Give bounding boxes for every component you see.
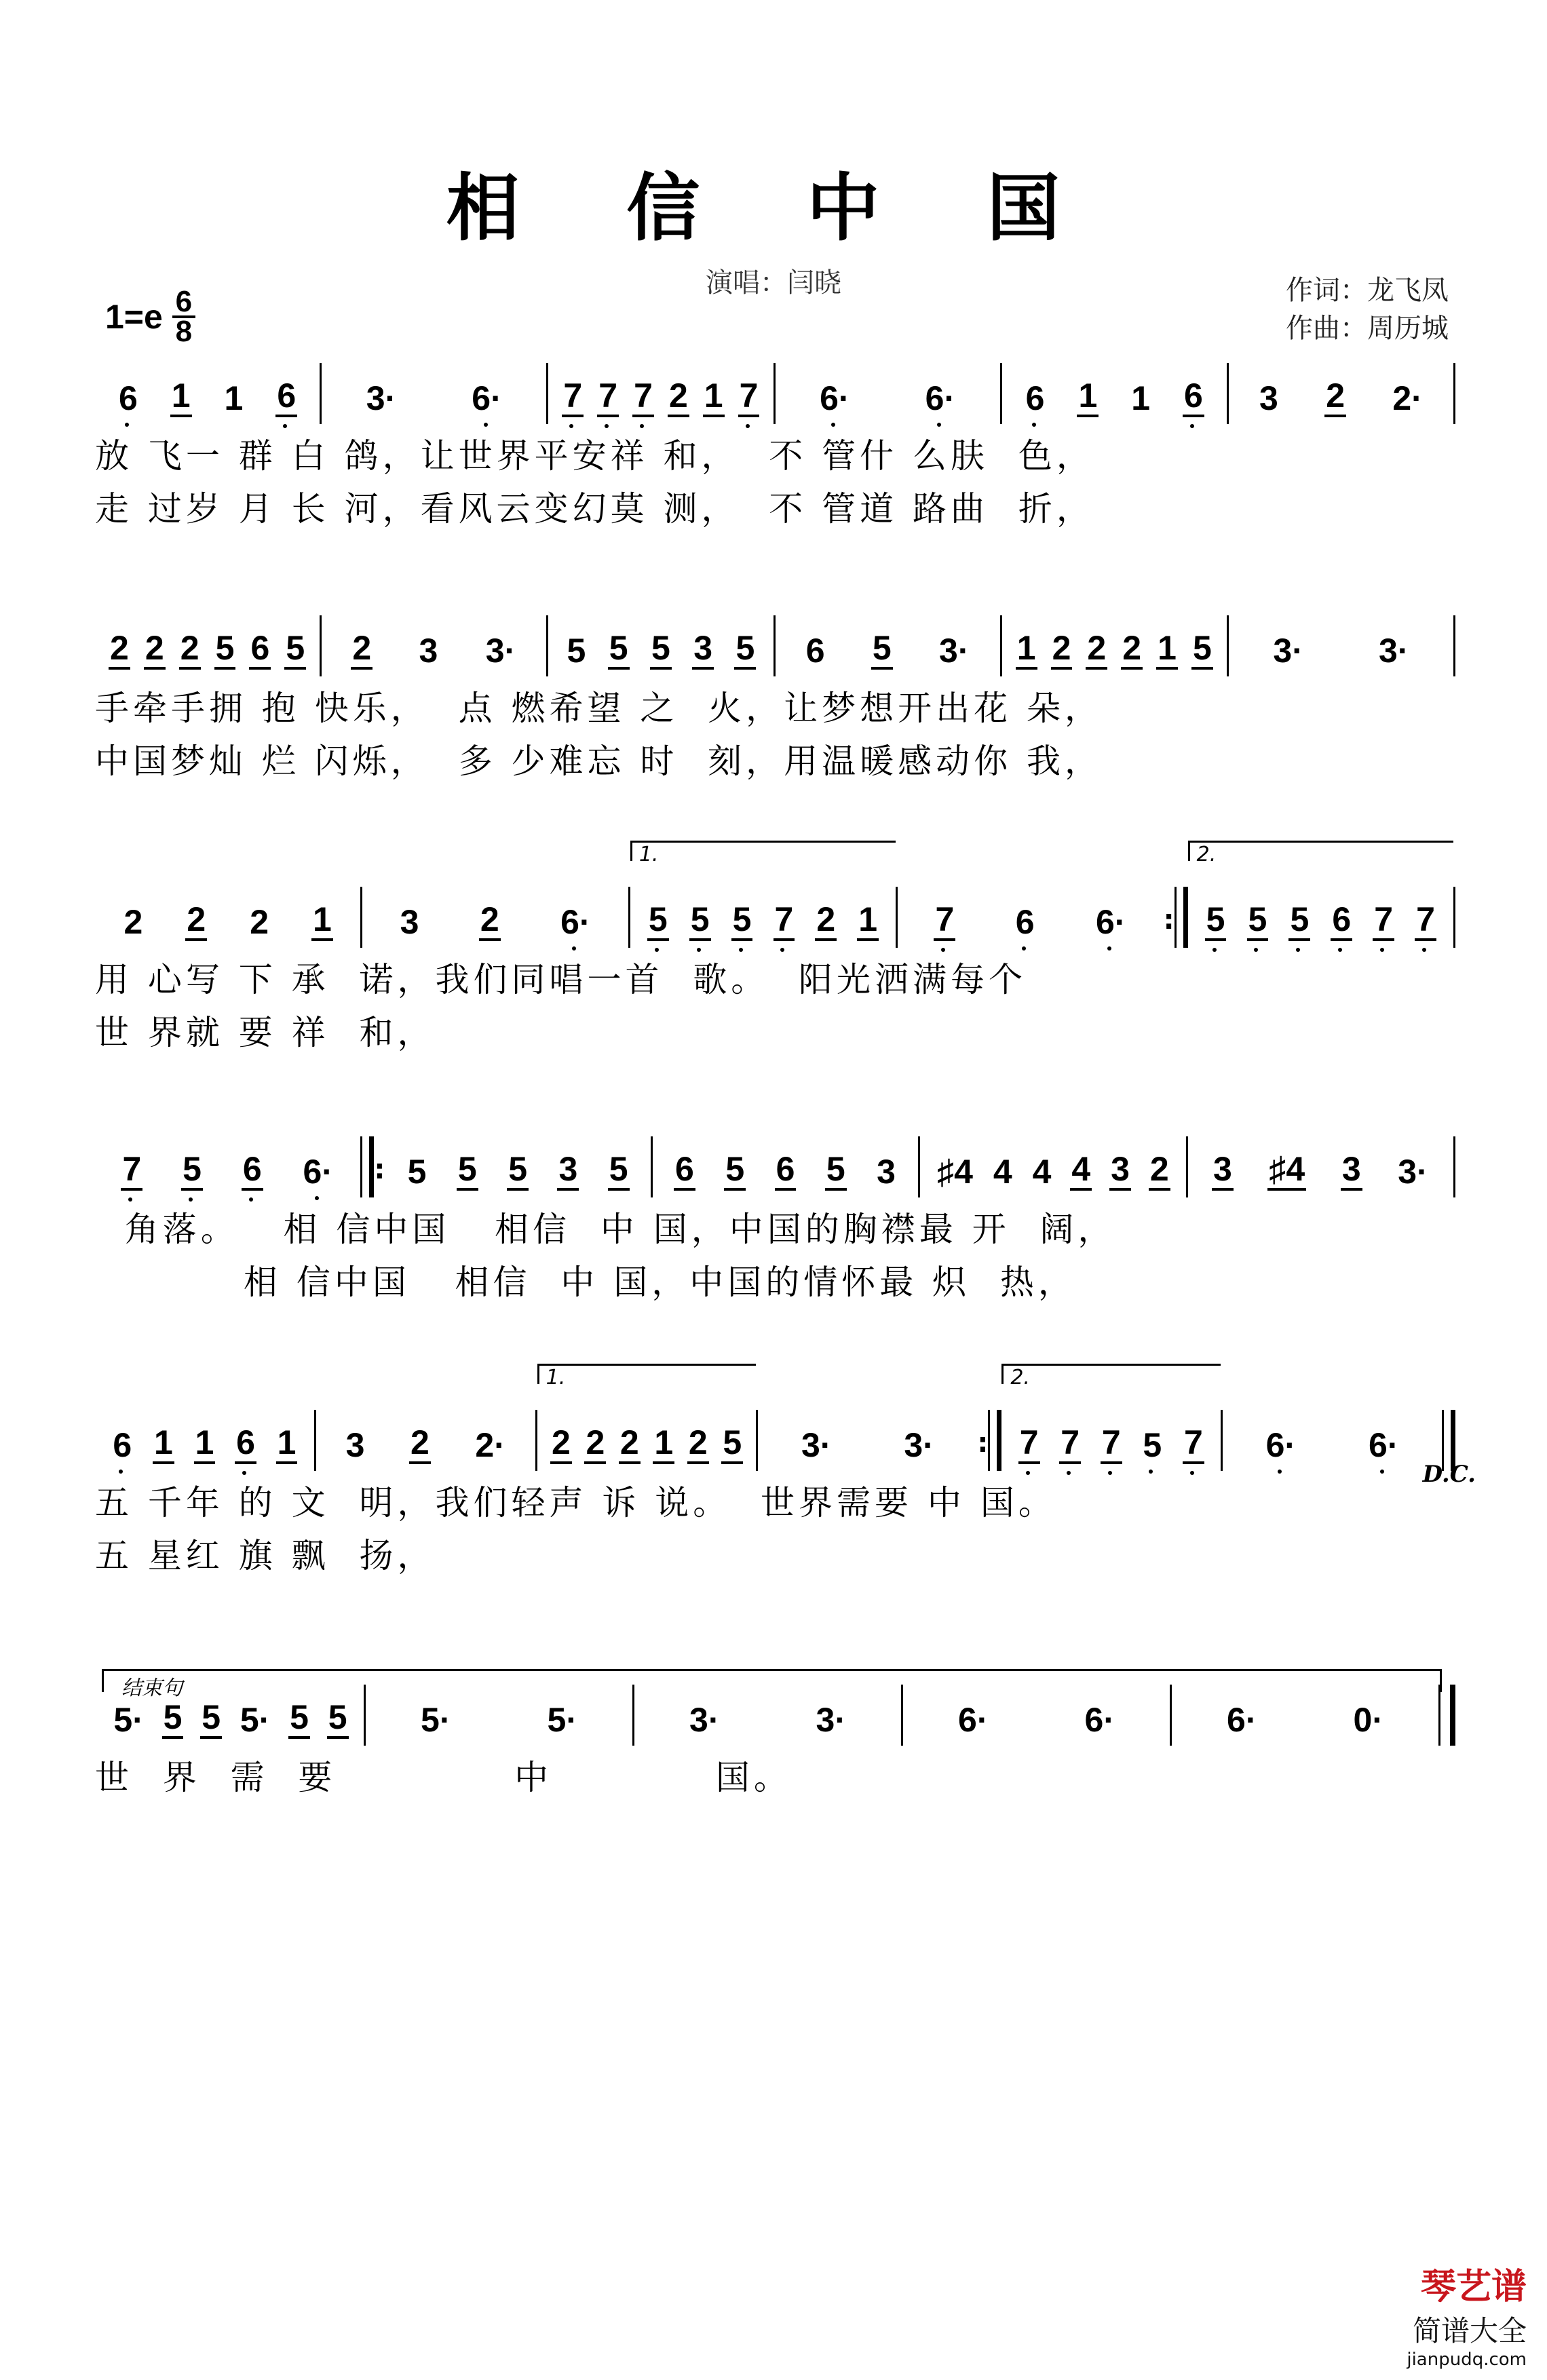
watermark-name: 简谱大全 (1412, 2314, 1527, 2347)
time-bottom: 8 (175, 315, 193, 348)
note: 6 (775, 1150, 797, 1191)
note: 3 (1341, 1150, 1362, 1191)
note: 3 (400, 903, 419, 941)
note: 3· (816, 1701, 846, 1739)
note: 3· (801, 1426, 832, 1464)
note: 3· (1273, 632, 1303, 670)
note: 5 (721, 1423, 743, 1464)
notes-row (95, 1116, 1455, 1191)
ending-bracket: 结束句 (102, 1669, 1442, 1692)
score-line (95, 843, 1455, 1059)
lyric-verse-2: 走 过岁 月 长 河，看风云变幻莫 测， 不 管道 路曲 折， (95, 489, 1094, 529)
note: 2 (250, 903, 269, 941)
measure (548, 343, 773, 417)
barline-double (360, 1136, 374, 1197)
measure (898, 866, 1163, 941)
score-line (95, 595, 1455, 788)
barline-final (1438, 1685, 1455, 1746)
repeat-start-dots: : (374, 1154, 385, 1185)
note: 6 (249, 629, 271, 670)
note: 7 (1415, 900, 1436, 941)
note: 6· (1227, 1701, 1257, 1739)
note: 5 (608, 629, 630, 670)
note: 3 (877, 1153, 896, 1191)
note: 7 (597, 377, 619, 417)
watermark (1407, 2258, 1527, 2370)
repeat-end-dots: : (977, 1427, 989, 1459)
note: 1 (276, 1423, 298, 1464)
note: 3 (557, 1150, 579, 1191)
note: 2· (1392, 379, 1423, 417)
note: 7 (632, 377, 654, 417)
note: 5 (734, 629, 756, 670)
note: 6 (113, 1426, 132, 1464)
measure (776, 595, 1000, 670)
note: 1 (194, 1423, 216, 1464)
barline (1453, 887, 1455, 948)
note: 5· (421, 1701, 451, 1739)
measure (1229, 343, 1453, 417)
note: 2 (179, 629, 201, 670)
note: 3 (692, 629, 714, 670)
note: 7 (738, 377, 760, 417)
note: 6· (560, 903, 591, 941)
note: 2 (1051, 629, 1073, 670)
note: 7 (1101, 1423, 1122, 1464)
lyric-verse-2: 世 界就 要 祥 和， (95, 1013, 436, 1052)
measure (548, 595, 773, 670)
note: 6 (674, 1150, 695, 1191)
note: 2 (123, 903, 143, 941)
watermark-url: jianpudq.com (1407, 2349, 1527, 2370)
note: 5 (181, 1150, 203, 1191)
note: 5 (608, 1150, 630, 1191)
note: 1 (1156, 629, 1178, 670)
note: 2 (1086, 629, 1107, 670)
song-title: 相 信 中 国 (446, 166, 1101, 251)
note: 1 (703, 377, 725, 417)
note: 6· (958, 1701, 989, 1739)
note: 5 (407, 1153, 427, 1191)
note: 2 (584, 1423, 606, 1464)
composer-credit: 作曲：周历城 (1286, 313, 1449, 344)
measure (653, 1116, 918, 1191)
notes-row (95, 343, 1455, 417)
note: 1 (653, 1423, 674, 1464)
lyric-verse-1: 手牵手拥 抱 快乐， 点 燃希望 之 火，让梦想开出花 朵， (95, 689, 1103, 728)
note: 6· (303, 1153, 333, 1191)
note: 5 (825, 1150, 847, 1191)
note: 3· (1378, 632, 1409, 670)
note: 5· (547, 1701, 577, 1739)
note: 3· (689, 1701, 720, 1739)
barline-double (988, 1410, 1001, 1471)
measure (1188, 843, 1453, 941)
time-top: 6 (175, 285, 193, 318)
repeat-end-dots: : (1163, 904, 1174, 936)
barline-double (1174, 887, 1188, 948)
note: 7 (1018, 1423, 1040, 1464)
note: 3· (904, 1426, 934, 1464)
note: 2 (1149, 1150, 1170, 1191)
note: 5 (724, 1150, 746, 1191)
note: 6· (1084, 1701, 1115, 1739)
note: 5 (731, 900, 753, 941)
measure (1002, 595, 1227, 670)
note: 1 (311, 900, 333, 941)
key-signature (105, 285, 195, 348)
note: 2 (185, 900, 207, 941)
note: 2 (479, 900, 501, 941)
note: 3 (345, 1426, 365, 1464)
note: 3 (419, 632, 438, 670)
measure (95, 1116, 360, 1191)
note: 6 (242, 1150, 263, 1191)
note: 3· (485, 632, 516, 670)
lyricist-credit: 作词：龙飞凤 (1286, 275, 1449, 306)
note: 4 (993, 1153, 1012, 1191)
note: 5 (200, 1698, 222, 1739)
notes-row (95, 843, 1455, 941)
dc-marking: D.C. (1422, 1461, 1476, 1488)
note: 7 (562, 377, 584, 417)
measure (1223, 1389, 1442, 1464)
score-line (95, 343, 1455, 535)
volta-bracket: 2. (1188, 841, 1453, 861)
note: 5 (567, 632, 586, 670)
note: 3· (939, 632, 970, 670)
measure (316, 1389, 535, 1464)
note: 5 (1247, 900, 1269, 941)
note: 7 (1059, 1423, 1081, 1464)
note: 6· (1095, 903, 1126, 941)
note: 5 (650, 629, 672, 670)
note: 5 (457, 1150, 478, 1191)
note: 1 (1131, 379, 1151, 417)
note: 4 (1032, 1153, 1052, 1191)
measure (95, 1389, 314, 1464)
note: 7 (774, 900, 795, 941)
note: 1 (1016, 629, 1037, 670)
note: 2 (351, 629, 373, 670)
measure (920, 1116, 1185, 1191)
note: 3· (366, 379, 397, 417)
note: 2 (668, 377, 689, 417)
note: 2 (1324, 377, 1346, 417)
note: 6· (820, 379, 850, 417)
lyric-verse-1: 放 飞一 群 白 鸽，让世界平安祥 和， 不 管什 么肤 色， (95, 436, 1094, 476)
note: 7 (121, 1150, 142, 1191)
measure (1229, 595, 1453, 670)
note: 3 (1109, 1150, 1131, 1191)
lyric-verse-2: 五 星红 旗 飘 扬， (95, 1536, 436, 1575)
note: 6 (1183, 377, 1204, 417)
note: ♯4 (937, 1153, 973, 1191)
credits (1286, 271, 1449, 347)
note: 6 (1331, 900, 1352, 941)
volta-bracket: 1. (537, 1364, 757, 1384)
note: 3 (1212, 1150, 1234, 1191)
score-line (95, 1366, 1476, 1582)
measure (776, 343, 1000, 417)
measure (758, 1389, 977, 1464)
note: 4 (1070, 1150, 1092, 1191)
measure (385, 1116, 650, 1191)
note: 6 (118, 379, 138, 417)
measure (95, 866, 360, 941)
note: 2 (109, 629, 130, 670)
note: 5 (1288, 900, 1310, 941)
note: 6· (472, 379, 502, 417)
note: 5 (162, 1698, 184, 1739)
note: 6· (1265, 1426, 1297, 1464)
note: 6· (925, 379, 956, 417)
note: 5 (288, 1698, 310, 1739)
note: 6 (235, 1423, 256, 1464)
note: 6 (1025, 379, 1045, 417)
note: 2 (1121, 629, 1143, 670)
measure (1188, 1116, 1453, 1191)
barline (1453, 1136, 1455, 1197)
note: 2 (619, 1423, 641, 1464)
note: 1 (1077, 377, 1099, 417)
lyric-verse-2: 中国梦灿 烂 闪烁， 多 少难忘 时 刻，用温暖感动你 我， (95, 742, 1103, 781)
note: 5 (689, 900, 711, 941)
note: 2 (815, 900, 837, 941)
note: 6 (1015, 903, 1035, 941)
note: 5 (507, 1150, 529, 1191)
note: 1 (153, 1423, 174, 1464)
key-label: 1=e (105, 298, 163, 336)
note: 5 (647, 900, 669, 941)
note: 7 (934, 900, 955, 941)
note: 1 (857, 900, 879, 941)
note: 3· (1398, 1153, 1428, 1191)
note: 3 (1259, 379, 1278, 417)
note: 2 (144, 629, 166, 670)
note: 5 (214, 629, 236, 670)
measure (322, 343, 546, 417)
lyric-verse-1: 角落。 相 信中国 相信 中 国，中国的胸襟最 开 阔， (95, 1210, 1116, 1249)
notes-row (95, 1366, 1455, 1464)
measure (362, 866, 628, 941)
volta-bracket: 1. (630, 841, 896, 861)
note: 6· (1369, 1426, 1399, 1464)
measure (630, 843, 896, 941)
watermark-logo: 琴艺谱 (1420, 2266, 1527, 2307)
note: 7 (1183, 1423, 1204, 1464)
note: 6 (805, 632, 825, 670)
note: 0· (1353, 1701, 1383, 1739)
note: 7 (1373, 900, 1394, 941)
measure (1001, 1366, 1221, 1464)
note: 2 (409, 1423, 431, 1464)
measure (95, 595, 320, 670)
note: 6 (275, 377, 297, 417)
time-signature (172, 285, 195, 348)
note: 5 (871, 629, 893, 670)
singer-credit: 演唱：闫晓 (706, 267, 841, 299)
note: 5· (113, 1701, 144, 1739)
note: 5 (1205, 900, 1227, 941)
note: 1 (170, 377, 192, 417)
note: 2 (687, 1423, 709, 1464)
lyric-verse-2: 相 信中国 相信 中 国，中国的情怀最 炽 热， (95, 1263, 1076, 1302)
note: 5 (1143, 1426, 1162, 1464)
barline (1453, 363, 1455, 424)
note: 2· (475, 1426, 505, 1464)
lyric-verse-1: 世 界 需 要 中 国。 (95, 1758, 792, 1797)
note: 5 (327, 1698, 349, 1739)
measure (95, 343, 320, 417)
note: 5 (284, 629, 306, 670)
note: 2 (550, 1423, 572, 1464)
note: ♯4 (1267, 1150, 1306, 1191)
note: 5· (240, 1701, 271, 1739)
measure (537, 1366, 757, 1464)
note: 1 (224, 379, 244, 417)
volta-bracket: 2. (1001, 1364, 1221, 1384)
note: 5 (1191, 629, 1213, 670)
measure (1002, 343, 1227, 417)
measure (322, 595, 546, 670)
score-line (95, 1116, 1455, 1309)
barline (1453, 615, 1455, 676)
lyric-verse-1: 五 千年 的 文 明，我们轻声 诉 说。 世界需要 中 国。 (95, 1483, 1056, 1522)
lyric-verse-1: 用 心写 下 承 诺，我们同唱一首 歌。 阳光洒满每个 (95, 960, 1027, 999)
notes-row (95, 595, 1455, 670)
